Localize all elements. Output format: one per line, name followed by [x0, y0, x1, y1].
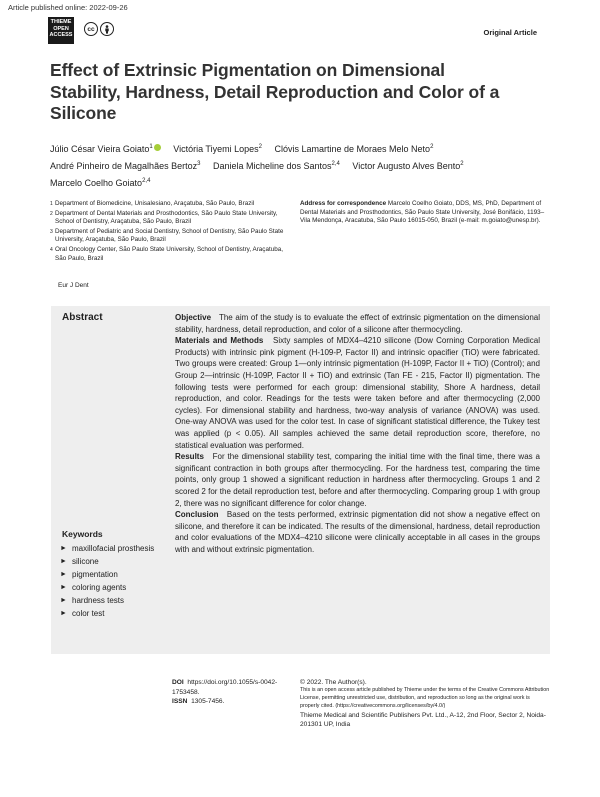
- by-attribution-icon: [100, 22, 114, 36]
- copyright-block: [300, 678, 550, 729]
- affiliation-item: 2 Department of Dental Materials and Prosthodontics, São Paulo State University, School of Dentistry, Araçatuba, São Paulo, Brazil: [50, 209, 278, 226]
- affiliations: [50, 200, 290, 264]
- arrow-icon: ►: [60, 597, 67, 604]
- arrow-icon: ►: [60, 571, 67, 578]
- cc-icon: cc: [84, 22, 98, 36]
- keyword-item: ► silicone: [60, 557, 99, 566]
- doi-link[interactable]: https://doi.org/10.1055/s-0042-1753458.: [172, 679, 278, 696]
- keyword-item: ► pigmentation: [60, 570, 118, 579]
- abstract-section: Conclusion Based on the tests performed, extrinsic pigmentation did not show a negative effect on silicone, and therefore it can be indicated. The results of the dimensional, hardness, detail reproduction and color evaluations of the MDX4–4210 silicone were clinically acceptable in all cases in the groups with and without extrinsic pigmentation.: [175, 510, 541, 554]
- arrow-icon: ►: [60, 610, 67, 617]
- affiliation-item: 3 Department of Pediatric and Social Dentistry, School of Dentistry, São Paulo State University, Araçatuba, São Paulo, Brazil: [50, 227, 284, 244]
- person-icon: [103, 25, 111, 34]
- abstract-heading: Abstract: [62, 312, 103, 323]
- thieme-open-access-logo: [48, 17, 74, 44]
- publication-date: Article published online: 2022-09-26: [8, 3, 128, 12]
- creative-commons-badge[interactable]: [84, 22, 114, 36]
- keywords-heading: Keywords: [62, 529, 103, 539]
- arrow-icon: ►: [60, 584, 67, 591]
- keyword-item: ► color test: [60, 609, 105, 618]
- orcid-icon[interactable]: [154, 144, 161, 151]
- author: Clóvis Lamartine de Moraes Melo Neto$^2$: [274, 144, 434, 154]
- logo-line: OPEN: [53, 25, 69, 32]
- affiliation-item: 4 Oral Oncology Center, São Paulo State University, School of Dentistry, Araçatuba, São Paulo, Brazil: [50, 245, 283, 262]
- publisher-address: Thieme Medical and Scientific Publishers Pvt. Ltd., A-12, 2nd Floor, Sector 2, Noida-201301 UP, India: [300, 711, 546, 728]
- doi-block: [172, 678, 282, 707]
- author-list: [50, 140, 550, 191]
- author: Daniela Micheline dos Santos$^{2,4}$: [212, 161, 340, 171]
- logo-line: ACCESS: [49, 32, 73, 38]
- correspondence-address: [300, 200, 550, 226]
- keyword-item: ► coloring agents: [60, 583, 127, 592]
- copyright-line: © 2022. The Author(s).: [300, 679, 367, 686]
- abstract-section: Objective The aim of the study is to evaluate the effect of extrinsic pigmentation on the dimensional stability, hardness, detail reproduction, and color of a silicone after thermocycling.: [175, 313, 540, 334]
- abstract-body: [175, 312, 540, 555]
- keyword-list: [60, 542, 160, 620]
- author: Júlio César Vieira Goiato$^1$: [50, 144, 161, 154]
- arrow-icon: ►: [60, 545, 67, 552]
- author: Victor Augusto Alves Bento$^2$: [352, 161, 464, 171]
- affiliation-item: 1 Department of Biomedicine, Unisalesiano, Araçatuba, São Paulo, Brazil: [50, 200, 255, 207]
- issn-label: ISSN: [172, 698, 188, 705]
- arrow-icon: ►: [60, 558, 67, 565]
- journal-name: Eur J Dent: [58, 282, 89, 289]
- abstract-section: Results For the dimensional stability test, comparing the initial time with the final time, there was a significant contraction in both groups after thermocycling. For the hardness test, comparing the time points, only group 1 showed a significant reduction in hardness after thermocycling. Groups 1 and 2 scored 2 for the detail reproduction test, before and after thermocycling. Comparing group 1 with group 2, there was no significant difference for color change.: [175, 452, 540, 508]
- abstract-section: Materials and Methods Sixty samples of MDX4–4210 silicone (Dow Corning Corporation Medical Products) with intrinsic pink pigment (H-109-P, Factor II) and intrinsic opacifier (TiO) were fabricated. Two groups were created: Group 1—only intrinsic pigmentation (H-109P, Factor II + TiO) (Control); and Group 2—intrinsic (H-109P, Factor II + TiO) and extrinsic (Tan FE - 215, Factor II) pigmentation. The following tests were performed for each group: dimensional stability, Shore A hardness, detail reproduction, and color. Readings for the tests were taken before and after thermocycling (2,000 cycles). For dimensional stability and hardness, two-way analysis of variance (ANOVA) was used. One-way ANOVA was used for the color test. In case of significant statistical difference, the Tukey test was applied (p < 0.05). All samples achieved the same detail reproduction score, therefore, no statistical evaluation was performed.: [175, 336, 541, 450]
- correspondence-text: Marcelo Coelho Goiato, DDS, MS, PhD, Department of Dental Materials and Prosthodontics, São Paulo State University, José Bonifácio, 1193–Vila Mendonça, Aracatuba, São Paulo 16015-050, Brazil (e-mail: m.goiato@unesp.br).: [300, 200, 545, 225]
- article-title: Effect of Extrinsic Pigmentation on Dimensional Stability, Hardness, Detail Reproduction and Color of a Silicone: [50, 60, 500, 123]
- logo-line: THIEME: [50, 19, 72, 25]
- keyword-item: ► hardness tests: [60, 596, 125, 605]
- author: André Pinheiro de Magalhães Bertoz$^3$: [50, 161, 201, 171]
- article-type-label: Original Article: [483, 28, 537, 37]
- correspondence-label: Address for correspondence: [300, 200, 387, 207]
- license-text: This is an open access article published by Thieme under the terms of the Creative Commons Attribution License, permitting unrestricted use, distribution, and reproduction so long as the original work is properly cited. (https://creativecommons.org/licenses/by/4.0/): [300, 687, 550, 709]
- keyword-item: ► maxillofacial prosthesis: [60, 544, 155, 553]
- author: Marcelo Coelho Goiato$^{2,4}$: [50, 178, 151, 188]
- doi-label: DOI: [172, 679, 184, 686]
- author: Victória Tiyemi Lopes$^2$: [173, 144, 262, 154]
- issn-value: 1305-7456.: [191, 698, 225, 705]
